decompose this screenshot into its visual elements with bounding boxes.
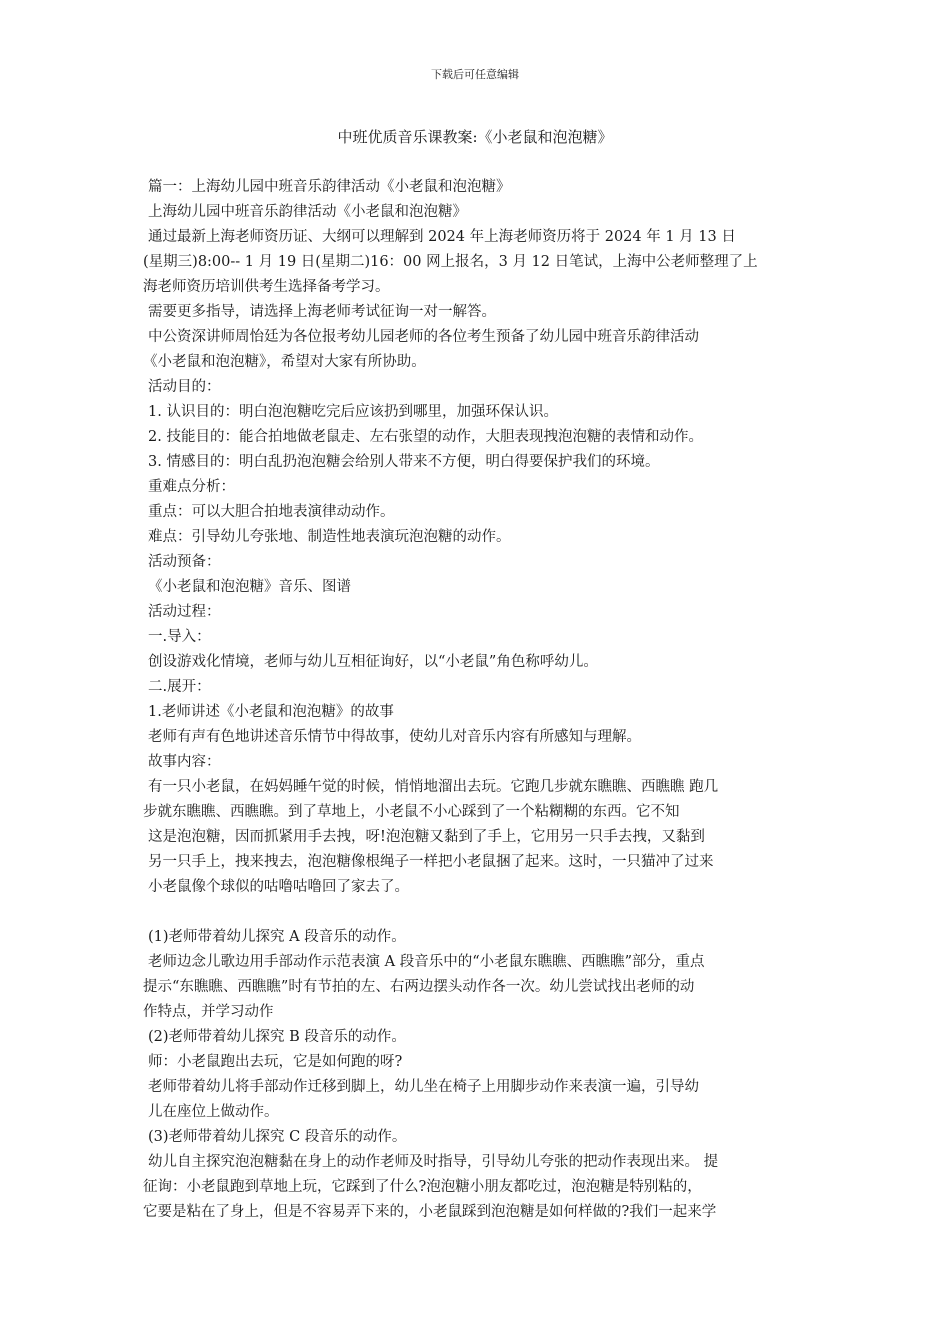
step-heading: (2)老师带着幼儿探究 B 段音乐的动作。 [148,1029,406,1045]
subheading: 活动目的： [148,379,221,395]
paragraph: 《小老鼠和泡泡糖》音乐、图谱 [148,579,351,595]
paragraph: 《小老鼠和泡泡糖》，希望对大家有所协助。 [143,354,426,370]
paragraph: 老师带着幼儿将手部动作迁移到脚上，幼儿坐在椅子上用脚步动作来表演一遍，引导幼 [148,1079,699,1095]
blank-line [143,900,809,925]
subheading: 活动预备： [148,554,221,570]
list-item: 3. 情感目的：明白乱扔泡泡糖会给别人带来不方便，明白得要保护我们的环境。 [148,454,660,470]
document-title: 中班优质音乐课教案:《小老鼠和泡泡糖》 [337,128,613,146]
header-note: 下载后可任意编辑 [431,68,519,81]
paragraph: 作特点，并学习动作 [143,1004,274,1020]
paragraph: 步就东瞧瞧、西瞧瞧。到了草地上，小老鼠不小心踩到了一个粘糊糊的东西。它不知 [143,804,680,820]
subheading: 故事内容： [148,754,221,770]
paragraph: 中公资深讲师周怡廷为各位报考幼儿园老师的各位考生预备了幼儿园中班音乐韵律活动 [148,329,699,345]
paragraph: 有一只小老鼠，在妈妈睡午觉的时候，悄悄地溜出去玩。它跑几步就东瞧瞧、西瞧瞧 跑几 [148,779,719,795]
paragraph: 师：小老鼠跑出去玩，它是如何跑的呀? [148,1054,403,1070]
paragraph: 老师边念儿歌边用手部动作示范表演 A 段音乐中的“小老鼠东瞧瞧、西瞧瞧”部分，重点 [148,954,705,970]
subheading: 一.导入： [148,629,211,645]
paragraph: 征询：小老鼠跑到草地上玩，它踩到了什么?泡泡糖小朋友都吃过，泡泡糖是特别粘的， [143,1179,702,1195]
section-heading: 篇一：上海幼儿园中班音乐韵律活动《小老鼠和泡泡糖》 [148,179,511,195]
paragraph: 创设游戏化情境，老师与幼儿互相征询好，以“小老鼠”角色称呼幼儿。 [148,654,598,670]
subheading: 重难点分析： [148,479,235,495]
paragraph: 儿在座位上做动作。 [148,1104,279,1120]
list-item: 2. 技能目的：能合拍地做老鼠走、左右张望的动作，大胆表现拽泡泡糖的表情和动作。 [148,429,703,445]
paragraph: 1.老师讲述《小老鼠和泡泡糖》的故事 [148,704,394,720]
paragraph: 需要更多指导，请选择上海老师考试征询一对一解答。 [148,304,496,320]
paragraph: 重点：可以大胆合拍地表演律动动作。 [148,504,395,520]
paragraph: 通过最新上海老师资历证、大纲可以理解到 2024 年上海老师资历将于 2024 年 1 月 13 日 [148,229,736,245]
step-heading: (3)老师带着幼儿探究 C 段音乐的动作。 [148,1129,407,1145]
paragraph: 海老师资历培训供考生选择备考学习。 [143,279,390,295]
subheading: 活动过程： [148,604,221,620]
paragraph: 提示“东瞧瞧、西瞧瞧”时有节拍的左、右两边摆头动作各一次。幼儿尝试找出老师的动 [143,979,695,995]
paragraph: 幼儿自主探究泡泡糖黏在身上的动作老师及时指导，引导幼儿夸张的把动作表现出来。 提 [148,1154,719,1170]
subheading: 二.展开： [148,679,211,695]
paragraph: 它要是粘在了身上，但是不容易弄下来的，小老鼠踩到泡泡糖是如何样做的?我们一起来学 [143,1204,717,1220]
paragraph: 小老鼠像个球似的咕噜咕噜回了家去了。 [148,879,409,895]
paragraph: 老师有声有色地讲述音乐情节中得故事，使幼儿对音乐内容有所感知与理解。 [148,729,641,745]
paragraph: 另一只手上，拽来拽去，泡泡糖像根绳子一样把小老鼠捆了起来。这时，一只猫冲了过来 [148,854,714,870]
list-item: 1. 认识目的：明白泡泡糖吃完后应该扔到哪里，加强环保认识。 [148,404,558,420]
document-body [143,175,809,1225]
paragraph: 这是泡泡糖，因而抓紧用手去拽，呀!泡泡糖又黏到了手上，它用另一只手去拽，又黏到 [148,829,705,845]
step-heading: (1)老师带着幼儿探究 A 段音乐的动作。 [148,929,406,945]
paragraph: 上海幼儿园中班音乐韵律活动《小老鼠和泡泡糖》 [148,204,467,220]
paragraph: (星期三)8:00-- 1 月 19 日(星期二)16：00 网上报名，3 月 12 日笔试，上海中公老师整理了上 [143,254,758,270]
paragraph: 难点：引导幼儿夸张地、制造性地表演玩泡泡糖的动作。 [148,529,511,545]
